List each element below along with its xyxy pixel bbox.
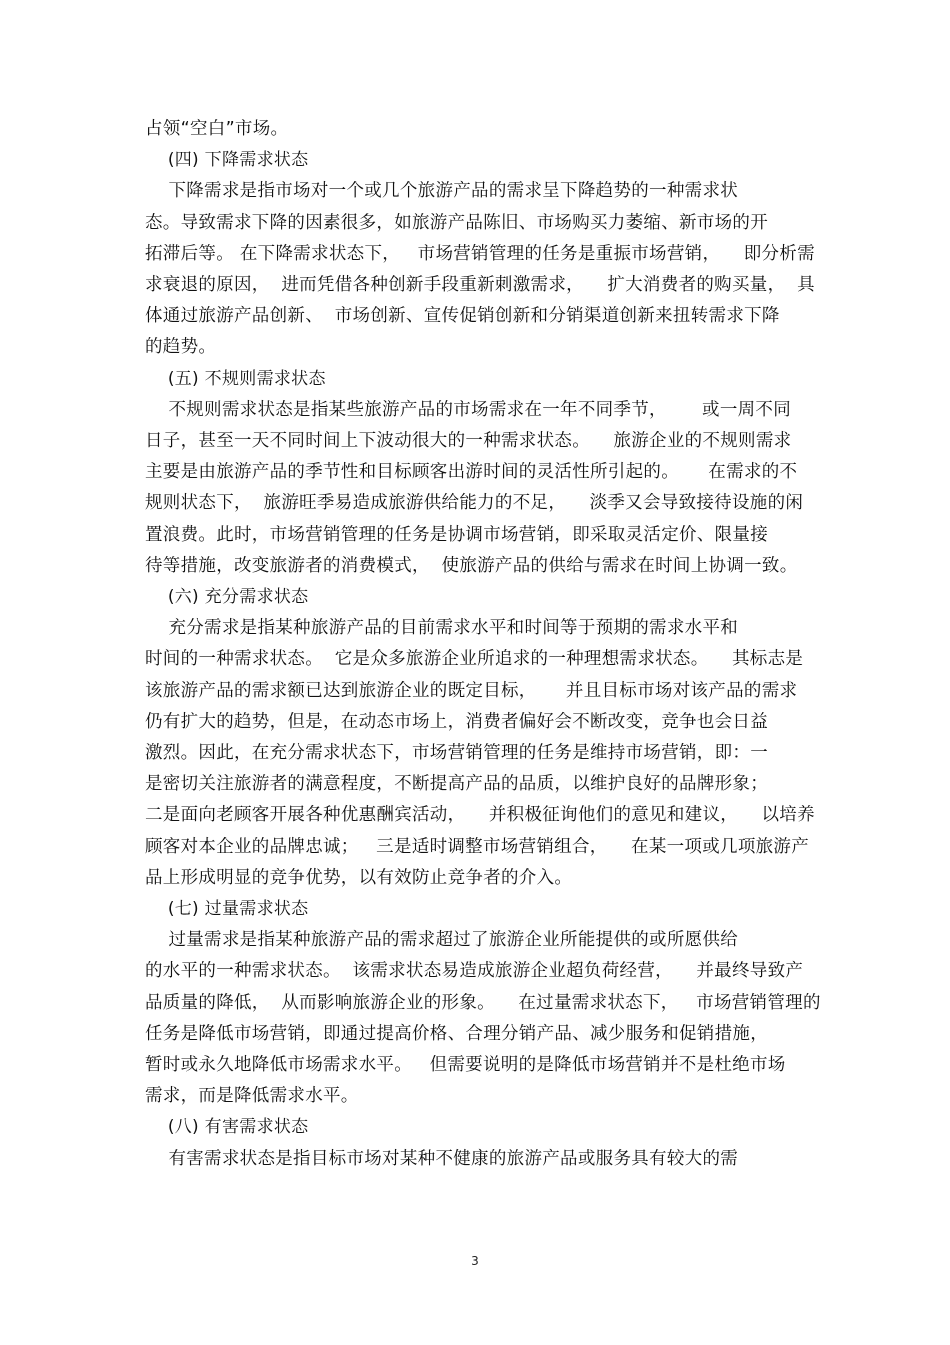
- paragraph-line: 任务是降低市场营销，即通过提高价格、合理分销产品、减少服务和促销措施，: [145, 1024, 768, 1044]
- paragraph-line: 二是面向老顾客开展各种优惠酬宾活动， 并积极征询他们的意见和建议， 以培养: [145, 805, 815, 825]
- paragraph-line: 充分需求是指某种旅游产品的目前需求水平和时间等于预期的需求水平和: [145, 618, 739, 638]
- paragraph-line: 激烈。因此，在充分需求状态下，市场营销管理的任务是维持市场营销，即：一: [145, 743, 768, 763]
- paragraph-line: 主要是由旅游产品的季节性和目标顾客出游时间的灵活性所引起的。 在需求的不: [145, 462, 798, 482]
- paragraph-line: 拓滞后等。 在下降需求状态下， 市场营销管理的任务是重振市场营销， 即分析需: [145, 244, 815, 264]
- paragraph-line: 规则状态下， 旅游旺季易造成旅游供给能力的不足， 淡季又会导致接待设施的闲: [145, 493, 804, 513]
- paragraph-line: 品上形成明显的竞争优势，以有效防止竞争者的介入。: [145, 868, 573, 888]
- paragraph-line: 占领“空白”市场。: [145, 119, 289, 139]
- section-heading: (四) 下降需求状态: [145, 150, 309, 170]
- section-heading: (七) 过量需求状态: [145, 899, 309, 919]
- paragraph-line: 是密切关注旅游者的满意程度，不断提高产品的品质，以维护良好的品牌形象；: [145, 774, 768, 794]
- paragraph-line: 有害需求状态是指目标市场对某种不健康的旅游产品或服务具有较大的需: [145, 1149, 739, 1169]
- paragraph-line: 态。导致需求下降的因素很多，如旅游产品陈旧、市场购买力萎缩、新市场的开: [145, 213, 768, 233]
- section-heading: (六) 充分需求状态: [145, 587, 309, 607]
- paragraph-line: 仍有扩大的趋势，但是，在动态市场上，消费者偏好会不断改变，竞争也会日益: [145, 712, 768, 732]
- paragraph-line: 下降需求是指市场对一个或几个旅游产品的需求呈下降趋势的一种需求状: [145, 181, 739, 201]
- paragraph-line: 该旅游产品的需求额已达到旅游企业的既定目标， 并且目标市场对该产品的需求: [145, 681, 798, 701]
- paragraph-line: 需求，而是降低需求水平。: [145, 1086, 359, 1106]
- paragraph-line: 体通过旅游产品创新、 市场创新、宣传促销创新和分销渠道创新来扭转需求下降: [145, 306, 780, 326]
- paragraph-line: 的水平的一种需求状态。 该需求状态易造成旅游企业超负荷经营， 并最终导致产: [145, 961, 804, 981]
- paragraph-line: 暂时或永久地降低市场需求水平。 但需要说明的是降低市场营销并不是杜绝市场: [145, 1055, 786, 1075]
- section-heading: (八) 有害需求状态: [145, 1117, 309, 1137]
- paragraph-line: 顾客对本企业的品牌忠诚； 三是适时调整市场营销组合， 在某一项或几项旅游产: [145, 837, 810, 857]
- section-heading: (五) 不规则需求状态: [145, 369, 326, 389]
- paragraph-line: 日子，甚至一天不同时间上下波动很大的一种需求状态。 旅游企业的不规则需求: [145, 431, 792, 451]
- paragraph-line: 求衰退的原因， 进而凭借各种创新手段重新刺激需求， 扩大消费者的购买量， 具: [145, 275, 815, 295]
- paragraph-line: 不规则需求状态是指某些旅游产品的市场需求在一年不同季节， 或一周不同: [145, 400, 792, 420]
- page-number: 3: [471, 1254, 479, 1268]
- paragraph-line: 时间的一种需求状态。 它是众多旅游企业所追求的一种理想需求状态。 其标志是: [145, 649, 804, 669]
- paragraph-line: 置浪费。此时，市场营销管理的任务是协调市场营销，即采取灵活定价、限量接: [145, 525, 768, 545]
- paragraph-line: 过量需求是指某种旅游产品的需求超过了旅游企业所能提供的或所愿供给: [145, 930, 739, 950]
- paragraph-line: 的趋势。: [145, 337, 217, 357]
- paragraph-line: 品质量的降低， 从而影响旅游企业的形象。 在过量需求状态下， 市场营销管理的: [145, 993, 821, 1013]
- paragraph-line: 待等措施，改变旅游者的消费模式， 使旅游产品的供给与需求在时间上协调一致。: [145, 556, 798, 576]
